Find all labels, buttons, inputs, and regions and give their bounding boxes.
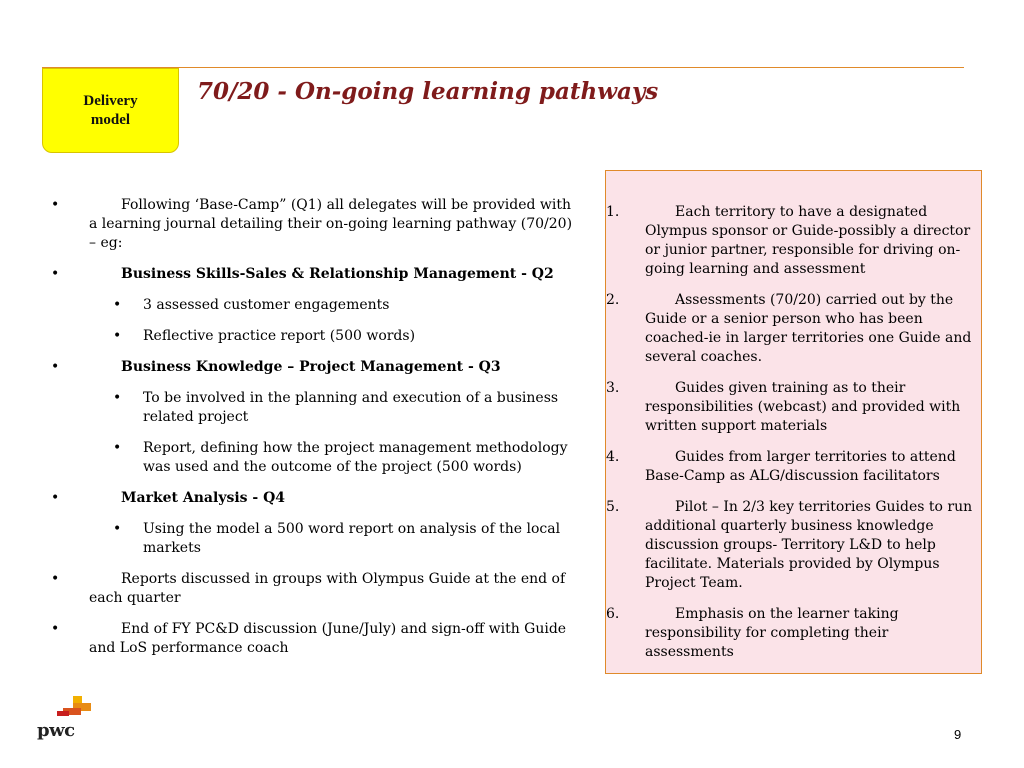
list-item <box>48 489 573 508</box>
sub-list-item <box>48 439 573 477</box>
list-item-text: Following ‘Base-Camp” (Q1) all delegates will be provided with a learning journal detailing their on-going learning pathway (70/20) – eg: <box>89 197 573 251</box>
pwc-logo <box>37 694 97 744</box>
list-item-text: Business Knowledge – Project Management - Q3 <box>121 359 501 375</box>
list-item-text: Report, defining how the project management methodology was used and the outcome of the project (500 words) <box>143 440 568 475</box>
bullet-icon: • <box>113 390 122 406</box>
numbered-item-text: Each territory to have a designated Olympus sponsor or Guide-possibly a director or junior partner, responsible for driving on-going learning and assessment <box>645 204 971 277</box>
bullet-icon: • <box>113 440 122 456</box>
bullet-icon: • <box>113 297 122 313</box>
page-number: 9 <box>954 727 962 742</box>
slide-title: 70/20 - On-going learning pathways <box>197 78 659 105</box>
list-item-text: Using the model a 500 word report on analysis of the local markets <box>143 521 561 556</box>
numbered-item-text: Guides from larger territories to attend Base-Camp as ALG/discussion facilitators <box>645 449 956 484</box>
list-item-text: End of FY PC&D discussion (June/July) and sign-off with Guide and LoS performance coach <box>89 621 567 656</box>
list-item-text: 3 assessed customer engagements <box>143 297 390 313</box>
bullet-icon: • <box>113 521 122 537</box>
bullet-icon: • <box>51 490 60 506</box>
numbered-item <box>606 448 981 486</box>
list-item <box>48 570 573 608</box>
sub-list-item <box>48 327 573 346</box>
sub-list-item <box>48 296 573 315</box>
list-item-text: Reflective practice report (500 words) <box>143 328 416 344</box>
item-number: 1. <box>606 204 620 220</box>
sub-list-item <box>48 520 573 558</box>
numbered-item-text: Pilot – In 2/3 key territories Guides to run additional quarterly business knowledge discussion groups- Territory L&D to help facilitate. Materials provided by Olympus Project Team. <box>645 499 973 591</box>
list-item-text: To be involved in the planning and execution of a business related project <box>143 390 559 425</box>
numbered-item <box>606 203 981 279</box>
item-number: 2. <box>606 292 620 308</box>
list-item <box>48 196 573 253</box>
sub-list-item <box>48 389 573 427</box>
numbered-item <box>606 605 981 662</box>
list-item <box>48 620 573 658</box>
numbered-item-text: Emphasis on the learner taking responsibility for completing their assessments <box>645 606 899 660</box>
delivery-notes-panel <box>605 170 982 674</box>
section-tag <box>42 68 179 153</box>
numbered-item-text: Assessments (70/20) carried out by the Guide or a senior person who has been coached-ie in larger territories one Guide and several coaches. <box>645 292 972 365</box>
bullet-icon: • <box>51 359 60 375</box>
list-item-text: Business Skills-Sales & Relationship Management - Q2 <box>121 266 554 282</box>
bullet-icon: • <box>51 571 60 587</box>
header-rule <box>42 67 964 68</box>
item-number: 5. <box>606 499 620 515</box>
item-number: 4. <box>606 449 620 465</box>
section-tag-label: Delivery model <box>83 92 138 128</box>
list-item-text: Market Analysis - Q4 <box>121 490 286 506</box>
list-item <box>48 265 573 284</box>
numbered-item-text: Guides given training as to their responsibilities (webcast) and provided with written support materials <box>645 380 961 434</box>
item-number: 6. <box>606 606 620 622</box>
item-number: 3. <box>606 380 620 396</box>
bullet-icon: • <box>113 328 122 344</box>
numbered-item <box>606 291 981 367</box>
numbered-item <box>606 498 981 593</box>
numbered-item <box>606 379 981 436</box>
bullet-icon: • <box>51 621 60 637</box>
pwc-logo-text: pwc <box>37 720 75 741</box>
bullet-icon: • <box>51 266 60 282</box>
list-item <box>48 358 573 377</box>
numbered-list <box>606 203 981 674</box>
learning-pathway-list <box>48 196 573 670</box>
list-item-text: Reports discussed in groups with Olympus Guide at the end of each quarter <box>89 571 566 606</box>
bullet-icon: • <box>51 197 60 213</box>
